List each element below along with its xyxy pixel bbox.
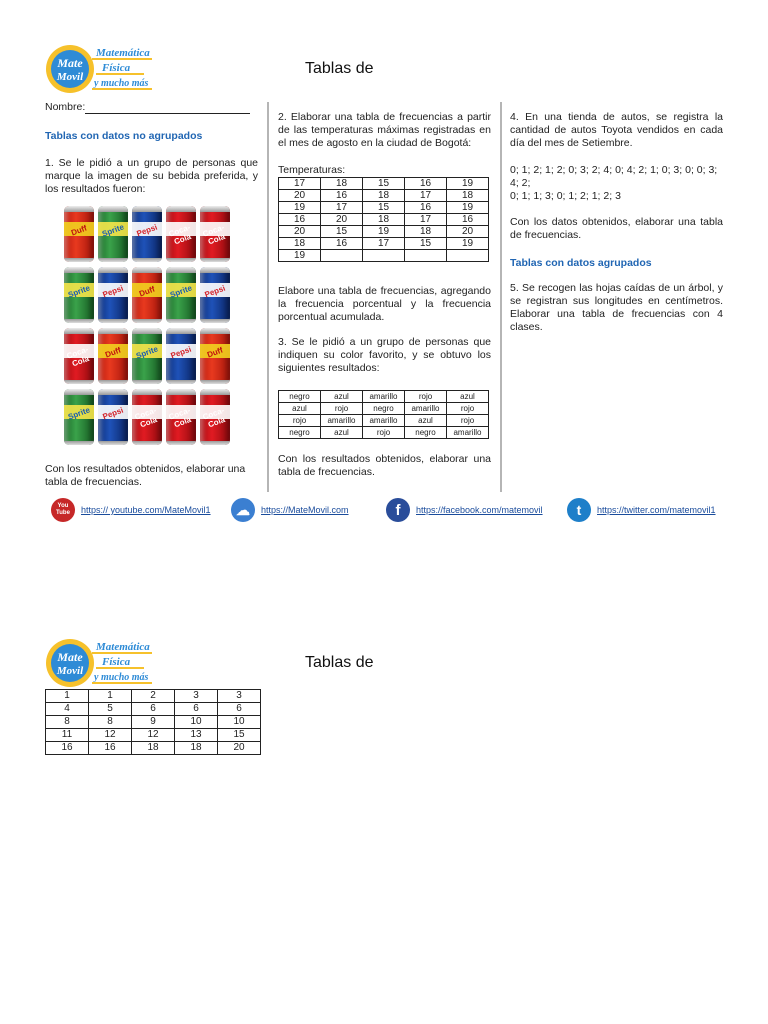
table-cell: 19 (279, 202, 321, 214)
temperatures-label: Temperaturas: (278, 164, 346, 176)
table-cell (363, 250, 405, 262)
drink-can (166, 328, 196, 384)
question-4-data-1: 0; 1; 2; 1; 2; 0; 3; 2; 4; 0; 4; 2; 1; 0; 3; 0; 0; 3; 4; 2; (510, 164, 718, 189)
question-4-data-2: 0; 1; 1; 3; 0; 1; 2; 1; 2; 3 (510, 190, 621, 202)
drink-can-label: Sprite (134, 344, 160, 361)
table-cell: 20 (279, 190, 321, 202)
table-cell: 16 (405, 178, 447, 190)
website-link[interactable]: https://MateMovil.com (261, 505, 349, 515)
column-divider (500, 102, 502, 492)
table-row (279, 214, 489, 226)
page2-title: Tablas de (305, 654, 374, 671)
table-row (279, 391, 489, 403)
table-cell: 16 (89, 742, 132, 755)
table-cell: 6 (132, 703, 175, 716)
drink-can-label: Coca-Cola (167, 222, 193, 247)
table-cell: 16 (321, 190, 363, 202)
table-row (279, 226, 489, 238)
table-cell: rojo (363, 427, 405, 439)
cloud-icon: ☁ (231, 498, 255, 522)
drink-can (200, 206, 230, 262)
table-row (46, 690, 261, 703)
table-row (46, 703, 261, 716)
social-website[interactable] (231, 498, 349, 522)
table-cell: 8 (89, 716, 132, 729)
drink-can-label: Pepsi (101, 283, 125, 300)
twitter-icon: t (567, 498, 591, 522)
drink-can (98, 267, 128, 323)
table-cell: 4 (46, 703, 89, 716)
colors-table (278, 390, 489, 439)
matemovil-logo (44, 42, 154, 94)
drink-can-label: Sprite (66, 405, 92, 422)
table-cell: 10 (218, 716, 261, 729)
table-row (279, 202, 489, 214)
question-3: 3. Se le pidió a un grupo de personas que indiquen su color favorito, y se obtuvo los siguientes resultados: (278, 336, 491, 374)
table-cell: azul (321, 427, 363, 439)
table-cell: 16 (405, 202, 447, 214)
social-youtube[interactable] (51, 498, 211, 522)
question-1-end: Con los resultados obtenidos, elaborar una tabla de frecuencias. (45, 463, 246, 488)
table-cell: 17 (321, 202, 363, 214)
table-cell: rojo (279, 415, 321, 427)
drink-can (200, 267, 230, 323)
youtube-icon: You Tube (51, 498, 75, 522)
logo-graphic (44, 636, 156, 692)
table-cell: rojo (321, 403, 363, 415)
table-cell (405, 250, 447, 262)
table-cell (321, 250, 363, 262)
table-cell: 1 (46, 690, 89, 703)
table-cell: amarillo (405, 403, 447, 415)
drink-can (98, 389, 128, 445)
table-cell: rojo (447, 415, 489, 427)
table-cell: 13 (175, 729, 218, 742)
column-divider (267, 102, 269, 492)
table-row (46, 729, 261, 742)
drink-can-label: Sprite (100, 222, 126, 239)
table-cell: 15 (363, 178, 405, 190)
question-5: 5. Se recogen las hojas caídas de un árbol, y se registran sus longitudes en centímetros. Elaborar una tabla de frecuencias con 4 clases. (510, 282, 723, 333)
table-cell: 10 (175, 716, 218, 729)
drink-can (64, 328, 94, 384)
table-cell: azul (321, 391, 363, 403)
table-cell: 20 (447, 226, 489, 238)
drink-can-label: Coca-Cola (133, 405, 159, 430)
drink-can-label: Coca-Cola (201, 405, 227, 430)
nombre-label: Nombre: (45, 101, 86, 113)
table-cell: 8 (46, 716, 89, 729)
table-cell: rojo (447, 403, 489, 415)
table-cell: 3 (175, 690, 218, 703)
logo-line2: Física (102, 656, 131, 668)
table-cell: 18 (175, 742, 218, 755)
drink-can (64, 206, 94, 262)
table-cell: 19 (447, 202, 489, 214)
table-cell: 18 (363, 214, 405, 226)
table-cell: 17 (405, 214, 447, 226)
question-4: 4. En una tienda de autos, se registra la cantidad de autos Toyota vendidos en cada día del mes de Setiembre. (510, 111, 723, 149)
question-1: 1. Se le pidió a un grupo de personas que marque la imagen de su bebida preferida, y los resultados fueron: (45, 157, 258, 195)
question-2: 2. Elaborar una tabla de frecuencias a partir de las temperaturas máximas registradas en el mes de agosto en la ciudad de Bogotá: (278, 111, 491, 149)
table-cell: 15 (363, 202, 405, 214)
table-cell: 5 (89, 703, 132, 716)
table-cell: 2 (132, 690, 175, 703)
table-cell: 16 (321, 238, 363, 250)
table-cell: 3 (218, 690, 261, 703)
table-cell: negro (363, 403, 405, 415)
drink-can-label: Coca-Cola (167, 405, 193, 430)
table-cell (447, 250, 489, 262)
table-cell: 11 (46, 729, 89, 742)
drink-can-label: Duff (137, 284, 157, 299)
drink-can (166, 267, 196, 323)
table-cell: 18 (279, 238, 321, 250)
table-cell: 9 (132, 716, 175, 729)
table-cell: 6 (218, 703, 261, 716)
drink-can-label: Coca-Cola (201, 222, 227, 247)
table-cell: 16 (46, 742, 89, 755)
table-row (279, 190, 489, 202)
table-cell: 19 (447, 178, 489, 190)
question-4-end: Con los datos obtenidos, elaborar una tabla de frecuencias. (510, 216, 723, 241)
question-2-end: Elabore una tabla de frecuencias, agregando la frecuencia porcentual y la frecuencia porcentual acumulada. (278, 285, 491, 323)
drink-can (64, 267, 94, 323)
table-row (279, 415, 489, 427)
drink-can (200, 328, 230, 384)
drink-can (166, 389, 196, 445)
drink-can-label: Sprite (168, 283, 194, 300)
twitter-link[interactable]: https://twitter.com/matemovil1 (597, 505, 716, 515)
table-cell: rojo (405, 391, 447, 403)
drink-can (98, 328, 128, 384)
drink-can (132, 267, 162, 323)
table-cell: negro (405, 427, 447, 439)
logo-graphic (44, 42, 156, 98)
table-cell: 16 (279, 214, 321, 226)
table-cell: 18 (363, 190, 405, 202)
table-cell: amarillo (321, 415, 363, 427)
table-row (46, 716, 261, 729)
temperatures-table (278, 177, 489, 262)
logo-movil: Movil (56, 665, 84, 677)
logo-line2: Física (102, 62, 131, 74)
table-cell: 12 (132, 729, 175, 742)
nombre-field[interactable] (45, 101, 255, 114)
drink-can-label: Pepsi (169, 344, 193, 361)
leaf-lengths-table (45, 689, 261, 755)
table-cell: azul (405, 415, 447, 427)
table-cell: 15 (321, 226, 363, 238)
drink-can (200, 389, 230, 445)
nombre-line (85, 103, 250, 114)
table-cell: amarillo (363, 391, 405, 403)
logo-line3: y mucho más (94, 78, 149, 89)
table-cell: 15 (218, 729, 261, 742)
table-row (279, 403, 489, 415)
drink-can-label: Pepsi (203, 283, 227, 300)
facebook-icon: f (386, 498, 410, 522)
table-cell: amarillo (447, 427, 489, 439)
table-cell: 18 (321, 178, 363, 190)
drink-can (132, 389, 162, 445)
table-cell: negro (279, 391, 321, 403)
table-cell: 16 (447, 214, 489, 226)
drink-can (132, 206, 162, 262)
table-row (279, 427, 489, 439)
table-cell: 17 (279, 178, 321, 190)
drink-can (132, 328, 162, 384)
table-cell: 6 (175, 703, 218, 716)
question-3-end: Con los resultados obtenidos, elaborar una tabla de frecuencias. (278, 453, 491, 478)
table-cell: 17 (363, 238, 405, 250)
table-row (279, 250, 489, 262)
drink-can-label: Coca-Cola (65, 344, 91, 369)
table-cell: 19 (363, 226, 405, 238)
heading-agrupados: Tablas con datos agrupados (510, 257, 652, 269)
table-cell: 18 (447, 190, 489, 202)
table-cell: 20 (321, 214, 363, 226)
table-cell: 20 (218, 742, 261, 755)
table-cell: 1 (89, 690, 132, 703)
table-cell: 18 (405, 226, 447, 238)
table-cell: 17 (405, 190, 447, 202)
drink-can (98, 206, 128, 262)
drink-can-label: Duff (205, 345, 225, 360)
table-cell: 20 (279, 226, 321, 238)
table-cell: 18 (132, 742, 175, 755)
table-cell: azul (447, 391, 489, 403)
facebook-link[interactable]: https://facebook.com/matemovil (416, 505, 543, 515)
page-title: Tablas de (305, 60, 374, 77)
drink-can (166, 206, 196, 262)
logo-line3: y mucho más (94, 672, 149, 683)
drink-cans-image (64, 206, 244, 454)
matemovil-logo (44, 636, 154, 688)
logo-line1: Matemática (96, 641, 150, 653)
table-cell: amarillo (363, 415, 405, 427)
logo-mate: Mate (57, 56, 83, 70)
table-cell: 19 (447, 238, 489, 250)
table-cell: 12 (89, 729, 132, 742)
table-cell: negro (279, 427, 321, 439)
table-row (46, 742, 261, 755)
logo-line1: Matemática (96, 47, 150, 59)
logo-movil: Movil (56, 71, 84, 83)
drink-can-label: Pepsi (101, 405, 125, 422)
table-cell: azul (279, 403, 321, 415)
social-twitter[interactable] (567, 498, 716, 522)
table-cell: 19 (279, 250, 321, 262)
logo-mate: Mate (57, 650, 83, 664)
table-row (279, 238, 489, 250)
drink-can-label: Pepsi (135, 222, 159, 239)
table-cell: 15 (405, 238, 447, 250)
social-facebook[interactable] (386, 498, 543, 522)
heading-no-agrupados: Tablas con datos no agrupados (45, 130, 203, 142)
drink-can-label: Duff (69, 223, 89, 238)
drink-can (64, 389, 94, 445)
drink-can-label: Duff (103, 345, 123, 360)
drink-can-label: Sprite (66, 283, 92, 300)
youtube-link[interactable]: https:// youtube.com/MateMovil1 (81, 505, 211, 515)
table-row (279, 178, 489, 190)
